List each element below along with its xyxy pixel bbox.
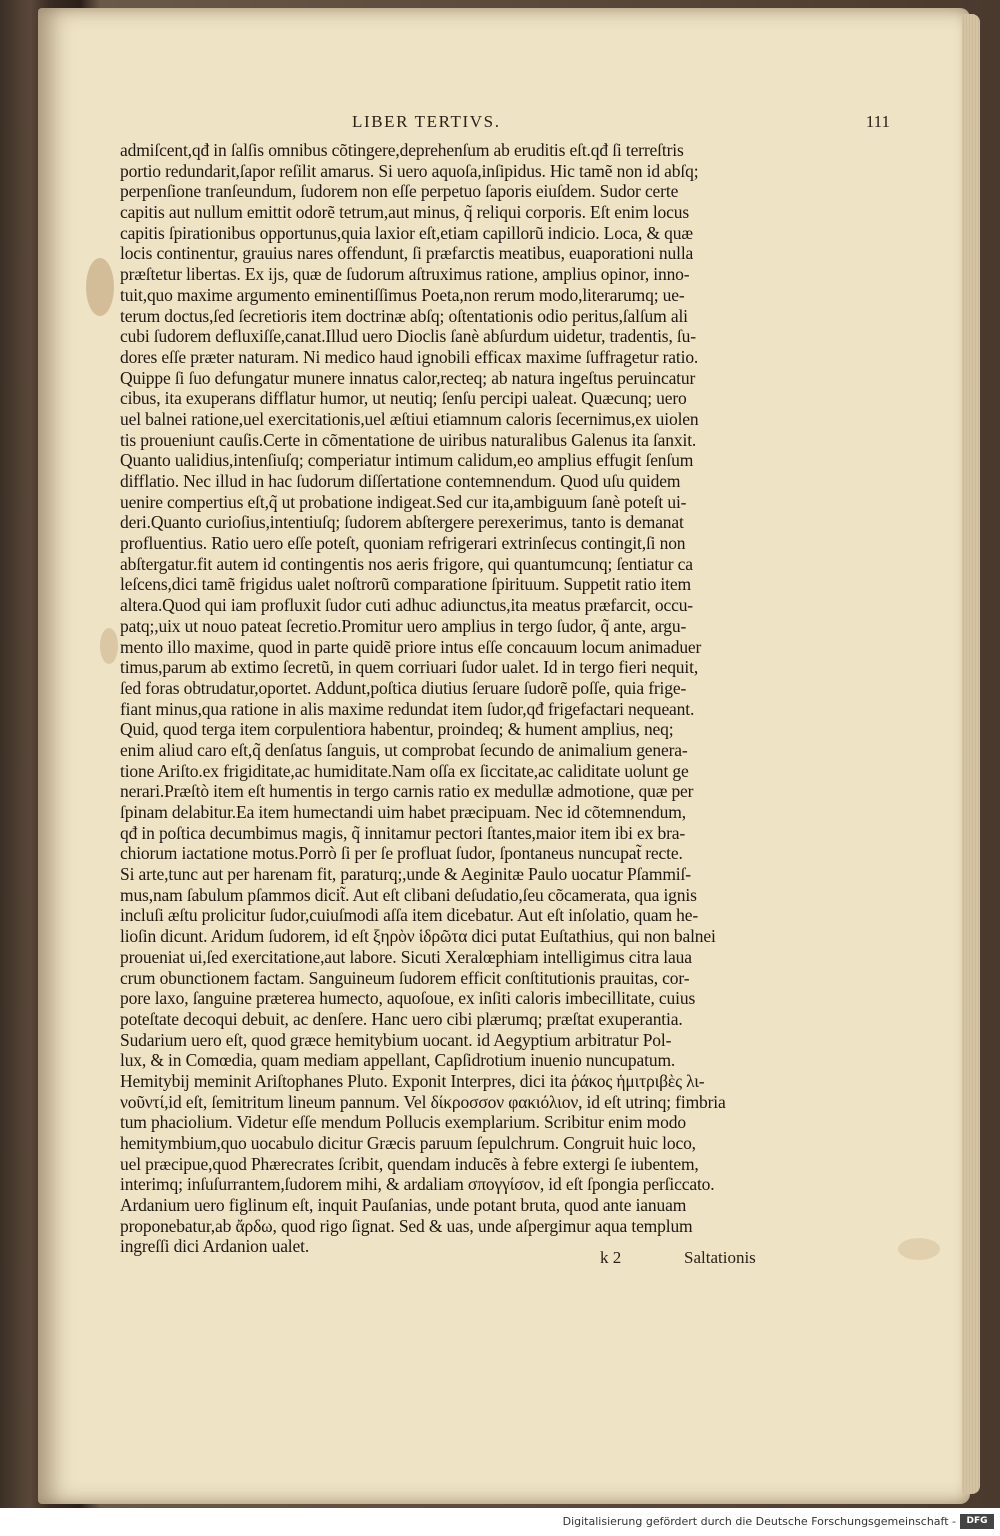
page-edge bbox=[962, 14, 980, 1494]
foxing-stain bbox=[86, 258, 114, 316]
foxing-stain bbox=[100, 628, 118, 664]
text-line: fiant minus,qua ratione in alis maxime redundat item ſudor,qđ frigefactari nequeant. bbox=[120, 698, 695, 719]
text-line: pore laxo, ſanguine præterea humecto, aquoſoue, ex inſiti caloris imbecillitate, cuius bbox=[120, 988, 696, 1009]
text-line: tum phaciolium. Videtur eſſe mendum Pollucis exemplarium. Scribitur enim modo bbox=[120, 1112, 686, 1133]
text-line: Si arte,tunc aut per harenam fit, paraturq;,unde & Aeginitæ Paulo uocatur Pſammiſ- bbox=[120, 864, 691, 885]
text-line: capitis ſpirationibus opportunus,quia laxior eſt,etiam capillorũ indicio. Loca, & quæ bbox=[120, 222, 693, 243]
text-line: uel præcipue,quod Phærecrates ſcribit, quendam inducẽs à febre extergi ſe iubentem, bbox=[120, 1153, 699, 1174]
text-line: interimq; inſuſurrantem,ſudorem mihi, & ardaliam σπογγίσον, id eſt ſpongia perſiccato. bbox=[120, 1174, 715, 1195]
body-text bbox=[120, 140, 892, 1257]
text-line: patq;,uix ut nouo pateat ſecretio.Promitur uero amplius in tergo ſudor, q̃ ante, argu- bbox=[120, 615, 687, 636]
text-line: incluſi æſtu prolicitur ſudor,cuiuſmodi aſſa item dicebatur. Aut eſt inſolatio, quam he- bbox=[120, 905, 699, 926]
text-line: crum obunctionem factam. Sanguineum ſudorem efficit conſtitutionis prauitas, cor- bbox=[120, 967, 690, 988]
footer-credit: Digitalisierung gefördert durch die Deutsche Forschungsgemeinschaft - bbox=[562, 1515, 956, 1528]
catchword: Saltationis bbox=[684, 1248, 756, 1267]
text-line: lux, & in Comœdia, quam mediam appellant, Capſidrotium inuenio nuncupatum. bbox=[120, 1050, 676, 1071]
text-line: Sudarium uero eſt, quod græce hemitybium uocant. id Aegyptium arbitratur Pol- bbox=[120, 1029, 672, 1050]
text-line: cibus, ita exuperans difflatur humor, ut neutiq; ſenſu percipi ualeat. Quæcunq; uero bbox=[120, 388, 687, 409]
text-line: ingreſſi dici Ardanion ualet. bbox=[120, 1236, 310, 1257]
text-line: timus,parum ab extimo ſecretũ, in quem corriuari ſudor ualet. Id in tergo fieri nequit, bbox=[120, 657, 699, 678]
dfg-logo: DFG bbox=[960, 1514, 994, 1529]
text-line: deri.Quanto curioſius,intentiuſq; ſudorem abſtergere perexerimus, tanto is demanat bbox=[120, 512, 684, 533]
text-line: abſtergatur.fit autem id contingentis nos aeris frigore, qui quantumcunq; ſentiatur ca bbox=[120, 553, 693, 574]
folio-number: 111 bbox=[865, 112, 890, 131]
text-line: hemitymbium,quo uocabulo dicitur Græcis paruum ſepulchrum. Congruit huic loco, bbox=[120, 1133, 696, 1153]
text-line: leſcens,dici tamẽ frigidus ualet noſtrorũ comparatione ſpirituum. Suppetit ratio item bbox=[120, 574, 691, 595]
text-line: Quid, quod terga item corpulentiora habentur, proindeq; & hument amplius, neq; bbox=[120, 719, 674, 740]
foxing-stain bbox=[898, 1238, 940, 1260]
text-line: profluentius. Ratio uero eſſe poteſt, quoniam refrigerari extrinſecus contingit,ſi non bbox=[120, 533, 686, 554]
text-line: Quippe ſi ſuo defungatur munere innatus calor,recteq; ab natura ingeſtus peruincatur bbox=[120, 367, 696, 388]
text-line: proponebatur,ab ἄρδω, quod rigo ſignat. Sed & uas, unde aſpergimur aqua templum bbox=[120, 1215, 693, 1236]
text-line: Quanto ualidius,intenſiuſq; comperiatur intimum calidum,eo amplius effugit ſenſum bbox=[120, 450, 694, 471]
text-line: mento illo maxime, quod in parte quidẽ priore intus eſſe concauum locum animaduer bbox=[120, 636, 702, 657]
text-line: Hemitybij meminit Ariſtophanes Pluto. Exponit Interpres, dici ita ῥάκος ἡμιτριβὲς λι- bbox=[120, 1070, 705, 1091]
text-line: admiſcent,qđ in ſalſis omnibus cõtingere,deprehenſum ab eruditis eſt.qđ ſi terreſtris bbox=[120, 140, 684, 160]
running-head bbox=[120, 112, 890, 136]
digitization-footer bbox=[0, 1508, 1000, 1536]
text-line: tuit,quo maxime argumento eminentiſſimus Poeta,non rerum modo,literarumq; ue- bbox=[120, 284, 685, 305]
text-line: præſtetur libertas. Ex ijs, quæ de ſudorum aſtruximus ratione, amplius opinor, inno- bbox=[120, 264, 690, 285]
text-line: chiorum iactatione motus.Porrò ſi per ſe profluat ſudor, ſpontaneus nuncupat̃ recte. bbox=[120, 843, 683, 864]
running-head-title: LIBER TERTIVS. bbox=[352, 112, 501, 131]
text-line: enim aliud caro eſt,q̃ denſatus ſanguis, ut comprobat ſecundo de animalium genera- bbox=[120, 739, 688, 760]
text-line: capitis aut nullum emittit odorẽ tetrum,aut minus, q̃ reliqui corporis. Eſt enim locus bbox=[120, 202, 690, 223]
text-line: νοῦντί,id eſt, ſemitritum lineum pannum. Vel δίκροσσον φακιόλιον, id eſt utrinq; fimbria bbox=[120, 1091, 726, 1112]
text-line: dores eſſe præter naturam. Ni medico haud ignobili efficax maxime ſuffragetur ratio. bbox=[120, 346, 699, 367]
text-line: qđ in poſtica decumbimus magis, q̃ innitamur pectori ſtantes,maior item ibi ex bra- bbox=[120, 822, 686, 843]
text-line: mus,nam ſabulum pſammos dicit̃. Aut eſt clibani deſudatio,ſeu cõcamerata, qua ignis bbox=[120, 884, 697, 905]
text-line: ſed foras obtrudatur,oportet. Addunt,poſtica diutius ſeruare ſudorẽ poſſe, quia frige- bbox=[120, 677, 687, 698]
text-line: ſpinam delabitur.Ea item humectandi uim habet præcipuam. Nec id cõtemnendum, bbox=[120, 802, 686, 822]
text-line: terum doctus,ſed ſecretioris item doctrinæ abſq; oſtentationis odio peritus,ſalſum ali bbox=[120, 305, 688, 326]
text-line: cubi ſudorem defluxiſſe,canat.Illud uero Dioclis ſanè abſurdum uidetur, tradentis, ſu- bbox=[120, 326, 696, 347]
text-line: perpenſione tranſeundum, ſudorem non eſſe perpetuo ſaporis eiuſdem. Sudor certe bbox=[120, 181, 679, 202]
text-line: locis continentur, grauius nares offendunt, ſi præfarctis meatibus, euaporationi nulla bbox=[120, 243, 694, 264]
text-line: lioſin dicunt. Aridum ſudorem, id eſt ξηρὸν ἱδρῶτα dici putat Euſtathius, qui non balnei bbox=[120, 926, 716, 947]
text-line: altera.Quod qui iam profluxit ſudor cuti adhuc adiunctus,ita meatus præfarcit, occu- bbox=[120, 595, 693, 616]
text-line: portio redundarit,ſapor reſilit amarus. Si uero aquoſa,inſipidus. Hic tamẽ non id abſq; bbox=[120, 160, 699, 181]
signature-mark: k 2 bbox=[600, 1248, 622, 1267]
text-line: uenire compertius eſt,q̃ ut probatione indigeat.Sed cur ita,ambiguum ſanè poteſt ui- bbox=[120, 491, 687, 512]
text-line: proueniat ui,ſed exercitatione,aut labore. Sicuti Xeralœphiam intelligimus citra laua bbox=[120, 946, 692, 967]
text-line: poteſtate decoqui debuit, ac denſere. Hanc uero cibi plærumq; præſtat exuperantia. bbox=[120, 1008, 683, 1029]
text-line: tis proueniunt cauſis.Certe in cõmentatione de uiribus naturalibus Galenus ita ſanxit. bbox=[120, 429, 697, 450]
text-line: nerari.Præſtò item eſt humentis in tergo carnis ratio ex medullæ admotione, quæ per bbox=[120, 781, 694, 802]
text-line: uel balnei ratione,uel exercitationis,uel æſtiui etiamnum caloris ſecernimus,ex uiolen bbox=[120, 408, 699, 429]
text-line: tione Ariſto.ex frigiditate,ac humiditate.Nam oſſa ex ſiccitate,ac caliditate uolunt ge bbox=[120, 760, 689, 781]
text-line: Ardanium uero figlinum eſt, inquit Pauſanias, unde potant bruta, quod ante ianuam bbox=[120, 1195, 687, 1216]
text-line: difflatio. Nec illud in hac ſudorum diſſertatione contemnendum. Quod uſu quidem bbox=[120, 471, 681, 491]
